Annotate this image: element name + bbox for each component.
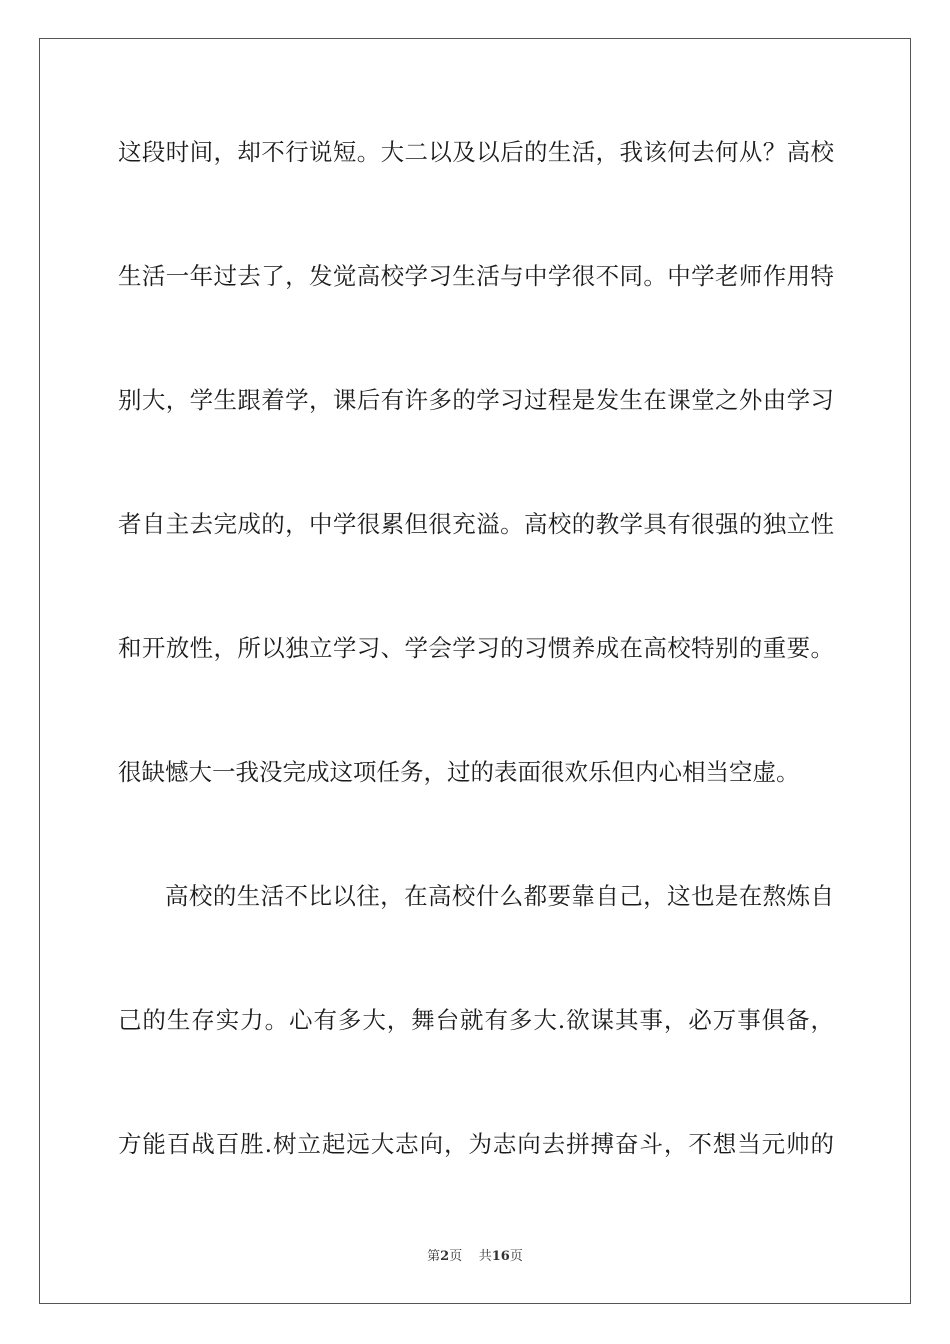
page-footer (0, 1248, 950, 1266)
paragraph-line: 生活一年过去了，发觉高校学习生活与中学很不同。中学老师作用特 (118, 262, 834, 290)
page-suffix: 页 (449, 1249, 463, 1264)
page-border (39, 38, 911, 1304)
total-prefix: 共 (478, 1249, 492, 1264)
paragraph-line: 者自主去完成的，中学很累但很充溢。高校的教学具有很强的独立性 (118, 510, 834, 538)
page-number: 2 (440, 1249, 450, 1264)
total-suffix: 页 (509, 1249, 523, 1264)
page-prefix: 第 (427, 1249, 441, 1264)
paragraph-line: 很缺憾大一我没完成这项任务，过的表面很欢乐但内心相当空虚。 (118, 758, 800, 786)
paragraph-line-indented: 高校的生活不比以往，在高校什么都要靠自己，这也是在熬炼自 (165, 882, 834, 910)
paragraph-line: 己的生存实力。心有多大，舞台就有多大.欲谋其事，必万事俱备， (118, 1006, 834, 1034)
total-pages: 16 (491, 1249, 510, 1264)
paragraph-line: 和开放性，所以独立学习、学会学习的习惯养成在高校特别的重要。 (118, 634, 834, 662)
paragraph-line: 这段时间，却不行说短。大二以及以后的生活，我该何去何从？高校 (118, 138, 834, 166)
paragraph-line: 别大，学生跟着学，课后有许多的学习过程是发生在课堂之外由学习 (118, 386, 834, 414)
paragraph-line: 方能百战百胜.树立起远大志向，为志向去拼搏奋斗，不想当元帅的 (118, 1130, 834, 1158)
